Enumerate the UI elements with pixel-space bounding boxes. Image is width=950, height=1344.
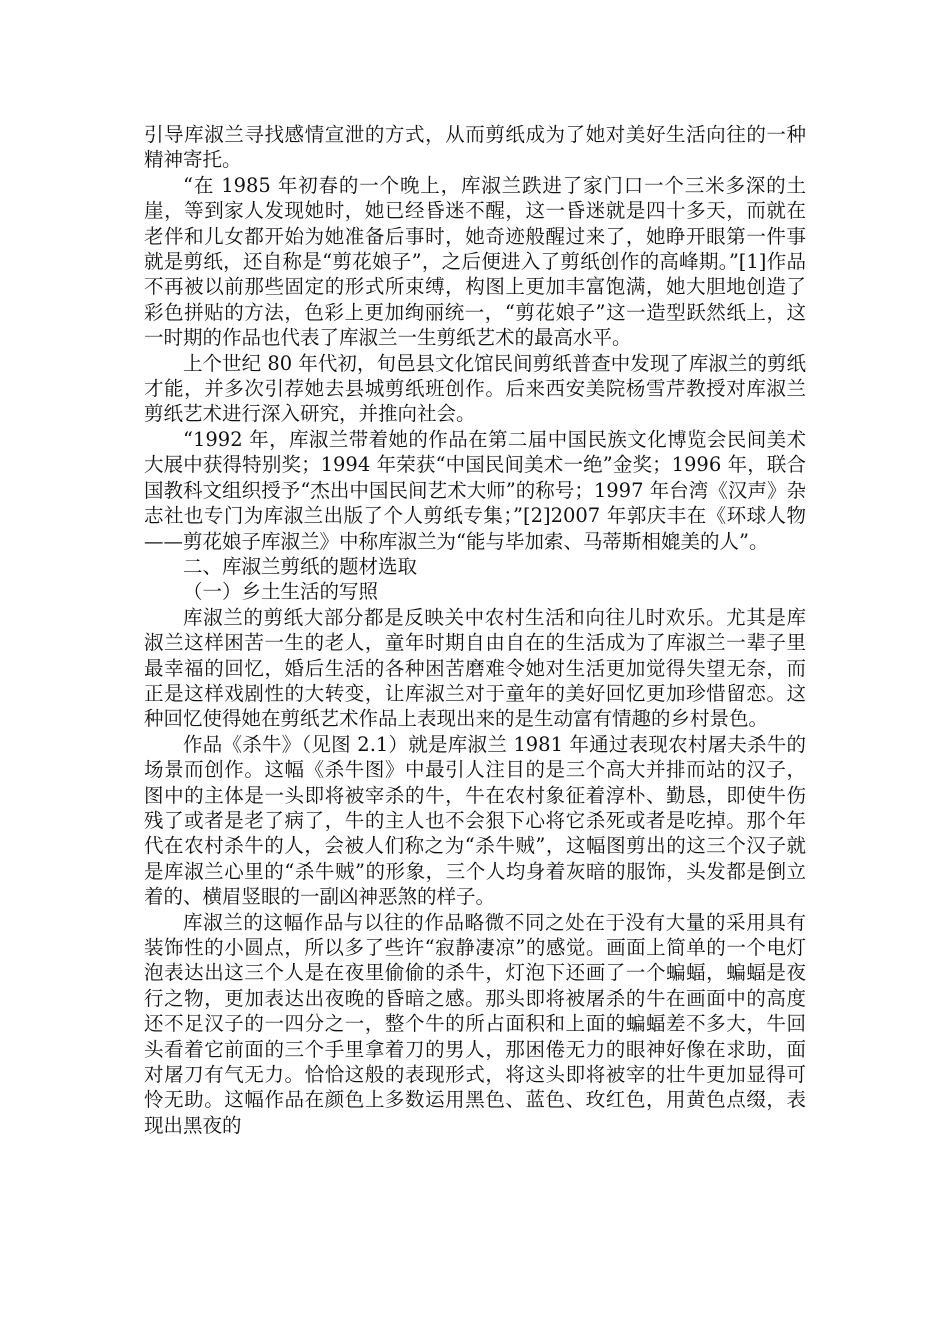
- paragraph-rural-life: 库淑兰的剪纸大部分都是反映关中农村生活和向往儿时欢乐。尤其是库淑兰这样困苦一生的老人，童年时期自由自在的生活成为了库淑兰一辈子里最幸福的回忆，婚后生活的各种困苦磨难令她对生活更加觉得失望无奈，而正是这样戏剧性的大转变，让库淑兰对于童年的美好回忆更加珍惜留恋。这种回忆使得她在剪纸艺术作品上表现出来的是生动富有情趣的乡村景色。: [144, 605, 806, 731]
- paragraph-1985-accident: “在 1985 年初春的一个晚上，库淑兰跌进了家门口一个三米多深的土崖，等到家人发现她时，她已经昏迷不醒，这一昏迷就是四十多天，而就在老伴和儿女都开始为她准备后事时，她奇迹般醒过来了，她睁开眼第一件事就是剪纸，还自称是“剪花娘子”，之后便进入了剪纸创作的高峰期。”[1]作品不再被以前那些固定的形式所束缚，构图上更加丰富饱满，她大胆地创造了彩色拼贴的方法，色彩上更加绚丽统一，“剪花娘子”这一造型跃然纸上，这一时期的作品也代表了库淑兰一生剪纸艺术的最高水平。: [144, 173, 806, 350]
- paragraph-1980s-discovery: 上个世纪 80 年代初，旬邑县文化馆民间剪纸普查中发现了库淑兰的剪纸才能，并多次引荐她去县城剪纸班创作。后来西安美院杨雪芹教授对库淑兰剪纸艺术进行深入研究，并推向社会。: [144, 351, 806, 426]
- paragraph-killing-ox: 作品《杀牛》（见图 2.1）就是库淑兰 1981 年通过表现农村屠夫杀牛的场景而创作。这幅《杀牛图》中最引人注目的是三个高大并排而站的汉子，图中的主体是一头即将被宰杀的牛，牛在农村象征着淳朴、勤恳，即使牛伤残了或者是老了病了，牛的主人也不会狠下心将它杀死或者是吃掉。那个年代在农村杀牛的人，会被人们称之为“杀牛贼”，这幅图剪出的这三个汉子就是库淑兰心里的“杀牛贼”的形象，三个人均身着灰暗的服饰，头发都是倒立着的、横眉竖眼的一副凶神恶煞的样子。: [144, 732, 806, 909]
- document-page: [144, 122, 806, 1138]
- section-heading: 二、库淑兰剪纸的题材选取: [183, 554, 418, 578]
- subsection-heading: （一）乡土生活的写照: [183, 580, 379, 604]
- paragraph-continuation: 引导库淑兰寻找感情宣泄的方式，从而剪纸成为了她对美好生活向往的一种精神寄托。: [144, 123, 806, 172]
- paragraph-awards: “1992 年，库淑兰带着她的作品在第二届中国民族文化博览会民间美术大展中获得特别奖；1994 年荣获“中国民间美术一绝”金奖；1996 年，联合国教科文组织授予“杰出中国民间艺术大师”的称号；1997 年台湾《汉声》杂志社也专门为库淑兰出版了个人剪纸专集；”[2]2007 年郭庆丰在《环球人物——剪花娘子库淑兰》中称库淑兰为“能与毕加索、马蒂斯相媲美的人”。: [144, 427, 806, 553]
- paragraph-artwork-analysis: 库淑兰的这幅作品与以往的作品略微不同之处在于没有大量的采用具有装饰性的小圆点，所以多了些许“寂静凄凉”的感觉。画面上简单的一个电灯泡表达出这三个人是在夜里偷偷的杀牛，灯泡下还画了一个蝙蝠，蝙蝠是夜行之物，更加表达出夜晚的昏暗之感。那头即将被屠杀的牛在画面中的高度还不足汉子的一四分之一，整个牛的所占面积和上面的蝙蝠差不多大，牛回头看着它前面的三个手里拿着刀的男人，那困倦无力的眼神好像在求助，面对屠刀有气无力。恰恰这般的表现形式，将这头即将被宰的壮牛更加显得可怜无助。这幅作品在颜色上多数运用黑色、蓝色、玫红色，用黄色点缀，表现出黑夜的: [144, 910, 806, 1137]
